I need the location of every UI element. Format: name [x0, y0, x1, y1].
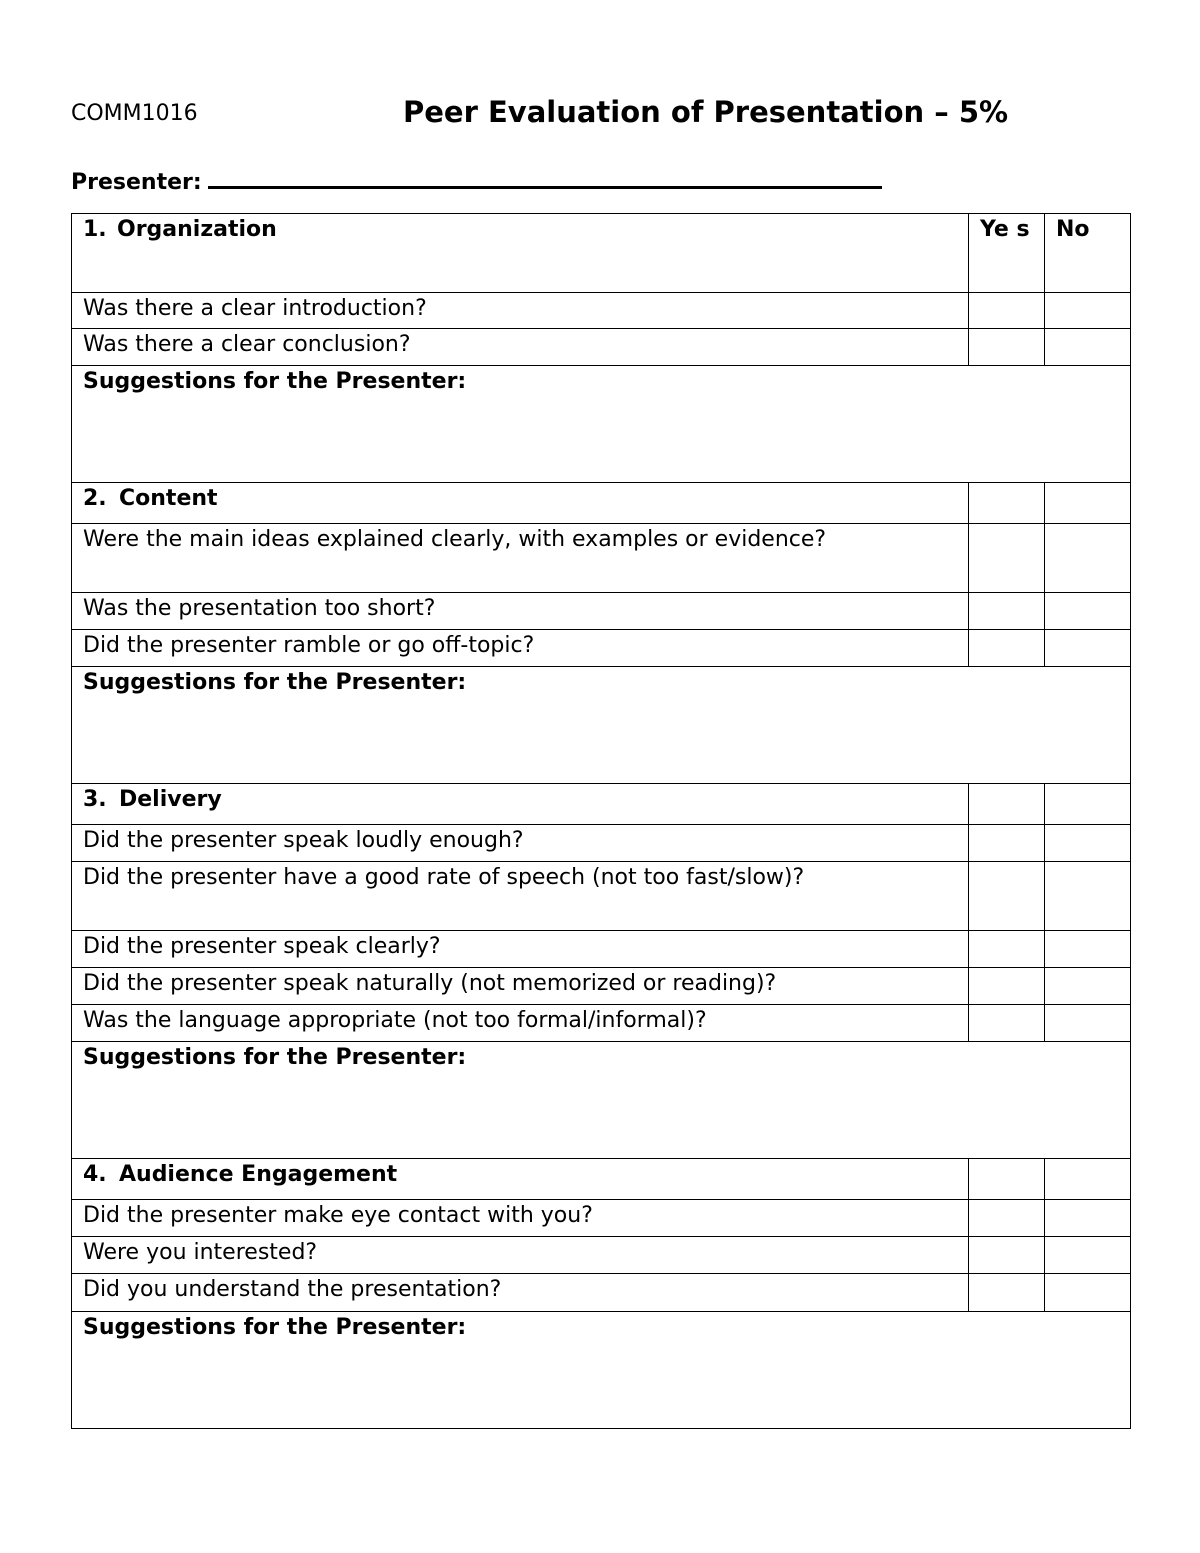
no-checkbox-cell[interactable]	[1045, 968, 1131, 1005]
no-checkbox-cell[interactable]	[1045, 1274, 1131, 1312]
question-text: Did you understand the presentation?	[72, 1274, 969, 1312]
presenter-name-blank[interactable]	[208, 162, 882, 189]
question-row	[72, 293, 1131, 329]
yes-checkbox-cell[interactable]	[969, 1237, 1045, 1274]
yes-checkbox-cell[interactable]	[969, 862, 1045, 931]
no-checkbox-cell[interactable]	[1045, 593, 1131, 630]
no-column-header: No	[1045, 214, 1131, 293]
no-checkbox-cell[interactable]	[1045, 825, 1131, 862]
question-row	[72, 630, 1131, 667]
question-text: Did the presenter ramble or go off-topic?	[72, 630, 969, 667]
question-row	[72, 1237, 1131, 1274]
no-checkbox-cell[interactable]	[1045, 630, 1131, 667]
suggestions-box[interactable]: Suggestions for the Presenter:	[72, 1312, 1131, 1429]
suggestions-row	[72, 366, 1131, 483]
no-cell	[1045, 1159, 1131, 1200]
no-checkbox-cell[interactable]	[1045, 293, 1131, 329]
yes-cell	[969, 1159, 1045, 1200]
yes-checkbox-cell[interactable]	[969, 1274, 1045, 1312]
question-text: Did the presenter speak loudly enough?	[72, 825, 969, 862]
no-checkbox-cell[interactable]	[1045, 862, 1131, 931]
question-text: Were you interested?	[72, 1237, 969, 1274]
yes-checkbox-cell[interactable]	[969, 293, 1045, 329]
presenter-field	[71, 162, 882, 198]
question-text: Was there a clear introduction?	[72, 293, 969, 329]
no-cell	[1045, 483, 1131, 524]
no-checkbox-cell[interactable]	[1045, 1005, 1131, 1042]
question-row	[72, 825, 1131, 862]
yes-checkbox-cell[interactable]	[969, 524, 1045, 593]
question-row	[72, 593, 1131, 630]
question-row	[72, 968, 1131, 1005]
no-checkbox-cell[interactable]	[1045, 1200, 1131, 1237]
yes-checkbox-cell[interactable]	[969, 630, 1045, 667]
question-text: Was there a clear conclusion?	[72, 329, 969, 366]
question-row	[72, 1274, 1131, 1312]
section-header-row	[72, 214, 1131, 293]
no-checkbox-cell[interactable]	[1045, 329, 1131, 366]
page-title: Peer Evaluation of Presentation – 5%	[403, 95, 1009, 129]
yes-cell	[969, 483, 1045, 524]
evaluation-table	[71, 213, 1131, 1429]
yes-checkbox-cell[interactable]	[969, 1005, 1045, 1042]
yes-cell	[969, 784, 1045, 825]
question-text: Did the presenter have a good rate of speech (not too fast/slow)?	[72, 862, 969, 931]
section-header-row	[72, 483, 1131, 524]
no-cell	[1045, 784, 1131, 825]
suggestions-box[interactable]: Suggestions for the Presenter:	[72, 366, 1131, 483]
question-text: Did the presenter speak clearly?	[72, 931, 969, 968]
section-header-row	[72, 1159, 1131, 1200]
suggestions-box[interactable]: Suggestions for the Presenter:	[72, 667, 1131, 784]
no-checkbox-cell[interactable]	[1045, 524, 1131, 593]
question-text: Did the presenter make eye contact with you?	[72, 1200, 969, 1237]
question-row	[72, 524, 1131, 593]
question-row	[72, 862, 1131, 931]
presenter-label: Presenter:	[71, 170, 202, 195]
suggestions-row	[72, 1312, 1131, 1429]
yes-checkbox-cell[interactable]	[969, 825, 1045, 862]
section-title-content: 2. Content	[72, 483, 969, 524]
question-text: Were the main ideas explained clearly, with examples or evidence?	[72, 524, 969, 593]
yes-column-header: Ye s	[969, 214, 1045, 293]
suggestions-row	[72, 667, 1131, 784]
section-title-delivery: 3. Delivery	[72, 784, 969, 825]
question-row	[72, 931, 1131, 968]
question-text: Was the language appropriate (not too formal/informal)?	[72, 1005, 969, 1042]
question-text: Was the presentation too short?	[72, 593, 969, 630]
suggestions-box[interactable]: Suggestions for the Presenter:	[72, 1042, 1131, 1159]
question-row	[72, 1005, 1131, 1042]
yes-checkbox-cell[interactable]	[969, 1200, 1045, 1237]
question-text: Did the presenter speak naturally (not memorized or reading)?	[72, 968, 969, 1005]
no-checkbox-cell[interactable]	[1045, 1237, 1131, 1274]
yes-checkbox-cell[interactable]	[969, 968, 1045, 1005]
question-row	[72, 329, 1131, 366]
question-row	[72, 1200, 1131, 1237]
no-checkbox-cell[interactable]	[1045, 931, 1131, 968]
course-code: COMM1016	[71, 101, 198, 126]
yes-checkbox-cell[interactable]	[969, 593, 1045, 630]
suggestions-row	[72, 1042, 1131, 1159]
section-title-audience-engagement: 4. Audience Engagement	[72, 1159, 969, 1200]
yes-checkbox-cell[interactable]	[969, 931, 1045, 968]
section-title-organization: 1. Organization	[72, 214, 969, 293]
yes-checkbox-cell[interactable]	[969, 329, 1045, 366]
section-header-row	[72, 784, 1131, 825]
